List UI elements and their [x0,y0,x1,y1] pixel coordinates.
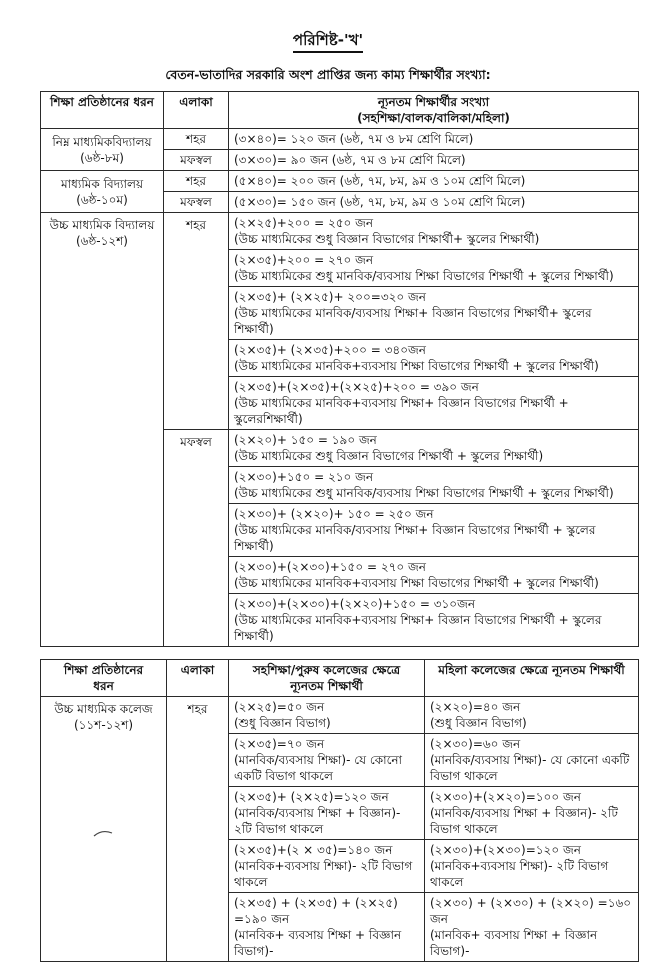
value-cell [229,340,639,377]
formula-line: (২×৩৫) + (২×৩৫) + (২×২৫) =১৯০ জন [234,896,398,926]
table-row [41,171,639,192]
institution-cell [41,213,164,647]
formula-line: (২×৩৫)+(২ × ৩৫)=১৪০ জন [234,843,393,857]
note-line: (মানবিক/ব্যবসায় শিক্ষা)- যে কোনো একটি বিভাগ থাকলে [430,753,630,783]
t2-header-institution [41,660,167,697]
formula-line: (২×৩০)+(২×৩০)+১৫০ = ২৭০ জন [234,560,426,574]
table-header-row [41,660,639,697]
formula-line: (২×৩০)+ (২×২০)+ ১৫০ = ২৫০ জন [234,507,434,521]
value-cell [229,594,639,647]
note-line: (মানবিক/ব্যবসায় শিক্ষা + বিজ্ঞান)- ২টি বিভাগ থাকলে [234,806,401,836]
t2-header-women [425,660,639,697]
formula-line: (২×৩০)+(২×৩০)+(২×২০)+১৫০ = ৩১০জন [234,597,475,611]
coed-value-cell [229,734,425,787]
note-line: (উচ্চ মাধ্যমিকের মানবিক+ব্যবসায় শিক্ষা বিভাগের শিক্ষার্থী + স্কুলের শিক্ষার্থী) [234,576,599,590]
formula-line: (২×৩০) + (২×৩০) + (২×২০) =১৬০ জন [430,896,632,926]
t1-header-institution: শিক্ষা প্রতিষ্ঠানের ধরন [41,92,164,129]
value-cell [229,377,639,430]
institution-name: মাধ্যমিক বিদ্যালয় [60,176,144,191]
t2-header-coed [229,660,425,697]
table-row [41,697,639,734]
value-cell [229,467,639,504]
note-line: (মানবিক/ব্যবসায় শিক্ষা)- যে কোনো একটি বিভাগ থাকলে [234,753,403,783]
institution-name: উচ্চ মাধ্যমিক কলেজ [54,702,153,716]
note-line: (উচ্চ মাধ্যমিকের মানবিক/ব্যবসায় শিক্ষা+ বিজ্ঞান বিভাগের শিক্ষার্থী+ স্কুলের শিক্ষার্থী) [234,306,592,336]
t2-header-women-label: মহিলা কলেজের ক্ষেত্রে ন্যূনতম শিক্ষার্থী [438,663,625,677]
note-line: (উচ্চ মাধ্যমিকের মানবিক/ব্যবসায় শিক্ষা+ বিজ্ঞান বিভাগের শিক্ষার্থী + স্কুলের শিক্ষার্থী) [234,523,596,553]
formula-line: (২×৩৫)+(২×৩৫)+(২×২৫)+২০০ = ৩৯০ জন [234,380,479,394]
formula-line: (২×৩০)+(২×২০)=১০০ জন [430,790,581,804]
note-line: (উচ্চ মাধ্যমিকের মানবিক+ব্যবসায় শিক্ষা+ বিজ্ঞান বিভাগের শিক্ষার্থী + স্কুলেরশিক্ষার্থী) [234,396,569,426]
t1-header-min-line1: ন্যূনতম শিক্ষার্থীর সংখ্যা [377,95,490,109]
area-cell: শহর [167,697,229,962]
formula-line: (২×৩০)+(২×৩০)=১২০ জন [430,843,581,857]
women-value-cell [425,734,639,787]
formula-line: (২×৩০)+১৫০ = ২১০ জন [234,470,374,484]
women-value-cell [425,893,639,962]
value-cell: (৩×৩০)= ৯০ জন (৬ষ্ঠ, ৭ম ও ৮ম শ্রেণি মিলে) [229,150,639,171]
table-row [41,213,639,250]
note-line: (মানবিক+ ব্যবসায় শিক্ষা + বিজ্ঞান বিভাগ)- [234,928,402,958]
formula-line: (২×৩৫)+ (২×৩৫)+২০০ = ৩৪০জন [234,343,426,357]
area-cell: শহর [164,129,229,150]
institution-cell [41,129,164,171]
note-line: (মানবিক/ব্যবসায় শিক্ষা + বিজ্ঞান)- ২টি বিভাগ থাকলে [430,806,618,836]
stray-pen-mark [92,828,114,838]
note-line: (উচ্চ মাধ্যমিকের শুধু মানবিক/ব্যবসায় শিক্ষা বিভাগের শিক্ষার্থী + স্কুলের শিক্ষার্থী) [234,486,614,500]
coed-value-cell [229,893,425,962]
page-subtitle: বেতন-ভাতাদির সরকারি অংশ প্রাপ্তির জন্য কাম্য শিক্ষার্থীর সংখ্যা: [165,67,491,82]
note-line: (শুধু বিজ্ঞান বিভাগ) [234,716,331,730]
value-cell: (৩×৪০)= ১২০ জন (৬ষ্ঠ, ৭ম ও ৮ম শ্রেণি মিলে) [229,129,639,150]
institution-name: নিম্ন মাধ্যমিকবিদ্যালয় [52,134,152,149]
note-line: (উচ্চ মাধ্যমিকের শুধু বিজ্ঞান বিভাগের শিক্ষার্থী+ স্কুলের শিক্ষার্থী) [234,232,540,246]
table-row [41,129,639,150]
coed-value-cell [229,787,425,840]
title-area [0,0,656,53]
formula-line: (২×৩৫)=৭০ জন [234,737,325,751]
area-cell: শহর [164,171,229,192]
page-title: পরিশিষ্ট-'খ' [293,30,363,53]
formula-line: (২×৩৫)+ (২×২৫)+ ২০০=৩২০ জন [234,290,426,304]
note-line: (উচ্চ মাধ্যমিকের শুধু মানবিক/ব্যবসায় শিক্ষা বিভাগের শিক্ষার্থী + স্কুলের শিক্ষার্থী) [234,269,614,283]
institution-cell [41,171,164,213]
t1-header-area: এলাকা [164,92,229,129]
note-line: (মানবিক+ ব্যবসায় শিক্ষা + বিজ্ঞান বিভাগ)- [430,928,598,958]
formula-line: (২×৩৫)+ (২×২৫)=১২০ জন [234,790,389,804]
t2-header-institution-line1: শিক্ষা প্রতিষ্ঠানের [63,663,144,677]
formula-line: (২×২০)=৪০ জন [430,700,521,714]
institution-range: (১১শ-১২শ) [73,718,134,732]
women-value-cell [425,787,639,840]
formula-line: (২×৩০)=৬০ জন [430,737,521,751]
coed-value-cell [229,840,425,893]
women-value-cell [425,840,639,893]
t2-header-coed-line1: সহশিক্ষা/পুরুষ কলেজের ক্ষেত্রে [252,663,401,677]
schools-minimum-students-table [40,91,639,647]
area-cell: মফস্বল [164,150,229,171]
value-cell: (৫×৩০)= ১৫০ জন (৬ষ্ঠ, ৭ম, ৮ম, ৯ম ও ১০ম শ্রেণি মিলে) [229,192,639,213]
note-line: (মানবিক+ব্যবসায় শিক্ষা)- ২টি বিভাগ থাকলে [430,859,609,889]
note-line: (উচ্চ মাধ্যমিকের শুধু বিজ্ঞান বিভাগের শিক্ষার্থী + স্কুলের শিক্ষার্থী) [234,449,544,463]
t1-header-min-students [229,92,639,129]
value-cell [229,213,639,250]
t2-header-area: এলাকা [167,660,229,697]
formula-line: (২×২৫)=৫০ জন [234,700,325,714]
value-cell [229,557,639,594]
area-cell: মফস্বল [164,430,229,647]
institution-name: উচ্চ মাধ্যমিক বিদ্যালয় [49,218,155,232]
value-cell [229,430,639,467]
formula-line: (২×২৫)+২০০ = ২৫০ জন [234,216,374,230]
area-cell: শহর [164,213,229,430]
institution-range: (৬ষ্ঠ-৮ম) [80,150,124,165]
institution-range: (৬ষ্ঠ-১০ম) [76,192,128,207]
table-header-row [41,92,639,129]
coed-value-cell [229,697,425,734]
t2-header-institution-line2: ধরন [93,679,114,693]
note-line: (মানবিক+ব্যবসায় শিক্ষা)- ২টি বিভাগ থাকলে [234,859,413,889]
note-line: (উচ্চ মাধ্যমিকের মানবিক+ব্যবসায় শিক্ষা বিভাগের শিক্ষার্থী + স্কুলের শিক্ষার্থী) [234,359,599,373]
women-value-cell [425,697,639,734]
value-cell [229,504,639,557]
formula-line: (২×২০)+ ১৫০ = ১৯০ জন [234,433,377,447]
colleges-minimum-students-table [40,659,639,962]
formula-line: (২×৩৫)+২০০ = ২৭০ জন [234,253,374,267]
note-line: (শুধু বিজ্ঞান বিভাগ) [430,716,527,730]
value-cell: (৫×৪০)= ২০০ জন (৬ষ্ঠ, ৭ম, ৮ম, ৯ম ও ১০ম শ্রেণি মিলে) [229,171,639,192]
area-cell: মফস্বল [164,192,229,213]
note-line: (উচ্চ মাধ্যমিকের মানবিক+ব্যবসায় শিক্ষা+ বিজ্ঞান বিভাগের শিক্ষার্থী + স্কুলের শিক্ষার্থী) [234,613,602,643]
t2-header-coed-line2: ন্যূনতম শিক্ষার্থী [290,679,363,693]
value-cell [229,287,639,340]
value-cell [229,250,639,287]
institution-range: (৬ষ্ঠ-১২শ) [75,234,128,248]
t1-header-min-line2: (সহশিক্ষা/বালক/বালিকা/মহিলা) [357,111,510,125]
